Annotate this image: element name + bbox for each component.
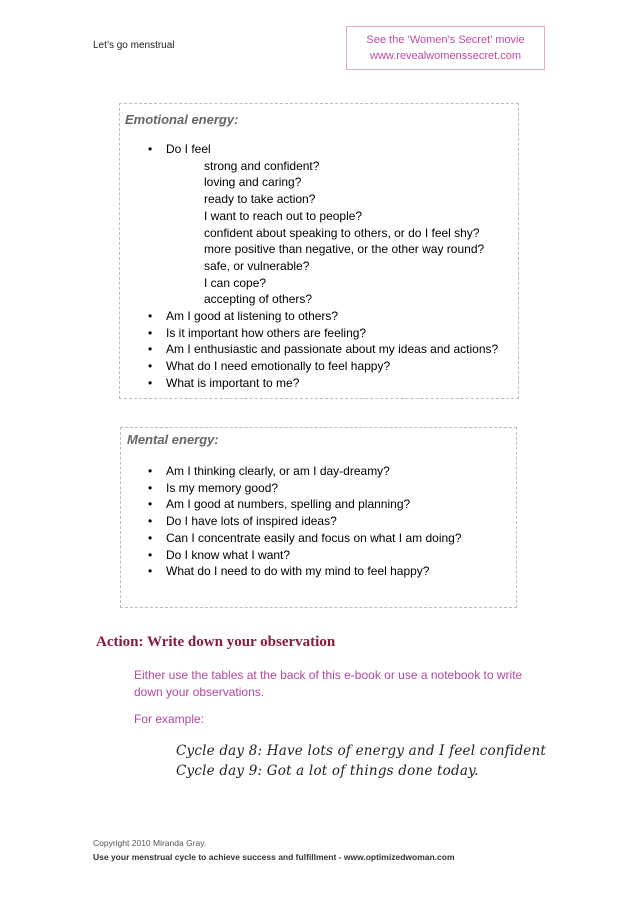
- list-item-text: What is important to me?: [166, 375, 300, 390]
- list-item-text: Do I feel: [166, 142, 211, 156]
- sub-list-item: I can cope?: [204, 275, 267, 290]
- bullet-icon: •: [148, 514, 153, 529]
- action-heading: Action: Write down your observation: [96, 634, 336, 650]
- sub-list: [166, 158, 508, 308]
- list-item: [148, 358, 508, 375]
- sub-list-item: I want to reach out to people?: [204, 208, 363, 223]
- mental-energy-list: [148, 463, 508, 580]
- footer-copyright: Copyright 2010 Miranda Gray.: [93, 838, 207, 848]
- list-item: [148, 480, 508, 497]
- list-item-text: Do I know what I want?: [166, 547, 291, 562]
- sub-list-item: loving and caring?: [204, 175, 302, 190]
- sub-list-item: ready to take action?: [204, 192, 316, 207]
- bullet-icon: •: [148, 530, 153, 545]
- list-item-text: Am I good at listening to others?: [166, 309, 339, 324]
- bullet-icon: •: [148, 497, 153, 512]
- sub-list-item: confident about speaking to others, or do I feel shy?: [204, 225, 480, 240]
- list-item-text: Is it important how others are feeling?: [166, 325, 367, 340]
- action-instructions: Either use the tables at the back of this e-book or use a notebook to write down your observations.: [134, 668, 523, 699]
- footer-tagline: Use your menstrual cycle to achieve success and fulfillment - www.optimizedwoman.com: [93, 852, 455, 862]
- bullet-icon: •: [148, 464, 153, 478]
- list-item: [148, 341, 508, 358]
- list-item: [148, 496, 508, 513]
- example-entry-2: Cycle day 9: Got a lot of things done today.: [176, 763, 479, 779]
- list-item: [148, 325, 508, 342]
- list-item-text: What do I need emotionally to feel happy?: [166, 359, 391, 374]
- list-item: [148, 308, 508, 325]
- list-item: [148, 547, 508, 564]
- promo-line-1: See the ‘Women’s Secret’ movie: [366, 34, 525, 46]
- bullet-icon: •: [148, 325, 153, 340]
- bullet-icon: •: [148, 547, 153, 562]
- list-item: [148, 141, 508, 308]
- list-item: [148, 513, 508, 530]
- list-item: [148, 563, 508, 580]
- list-item-text: Am I good at numbers, spelling and planning?: [166, 497, 411, 512]
- list-item: [148, 530, 508, 547]
- sub-list-item: safe, or vulnerable?: [204, 258, 310, 273]
- list-item-text: Is my memory good?: [166, 480, 279, 495]
- bullet-icon: •: [148, 142, 153, 156]
- emotional-energy-heading: Emotional energy:: [125, 112, 239, 127]
- list-item: [148, 463, 508, 480]
- sub-list-item: more positive than negative, or the other way round?: [204, 242, 485, 257]
- promo-box: [346, 26, 545, 70]
- list-item-text: Am I enthusiastic and passionate about my ideas and actions?: [166, 342, 499, 357]
- bullet-icon: •: [148, 309, 153, 324]
- list-item-text: Am I thinking clearly, or am I day-dreamy?: [166, 464, 390, 478]
- page-header-title: Let’s go menstrual: [93, 40, 175, 51]
- bullet-icon: •: [148, 375, 153, 390]
- list-item-text: Do I have lots of inspired ideas?: [166, 514, 337, 529]
- bullet-icon: •: [148, 359, 153, 374]
- sub-list-item: strong and confident?: [204, 158, 320, 173]
- list-item-text: Can I concentrate easily and focus on what I am doing?: [166, 530, 462, 545]
- list-item-text: What do I need to do with my mind to feel happy?: [166, 564, 430, 579]
- sub-list-item: accepting of others?: [204, 292, 313, 307]
- example-entry-1: Cycle day 8: Have lots of energy and I feel confident: [176, 743, 547, 759]
- emotional-energy-list: [148, 141, 508, 392]
- bullet-icon: •: [148, 480, 153, 495]
- example-label: For example:: [134, 712, 205, 726]
- list-item: [148, 375, 508, 392]
- mental-energy-heading: Mental energy:: [127, 432, 219, 447]
- bullet-icon: •: [148, 564, 153, 579]
- bullet-icon: •: [148, 342, 153, 357]
- promo-link[interactable]: www.revealwomenssecret.com: [370, 50, 521, 62]
